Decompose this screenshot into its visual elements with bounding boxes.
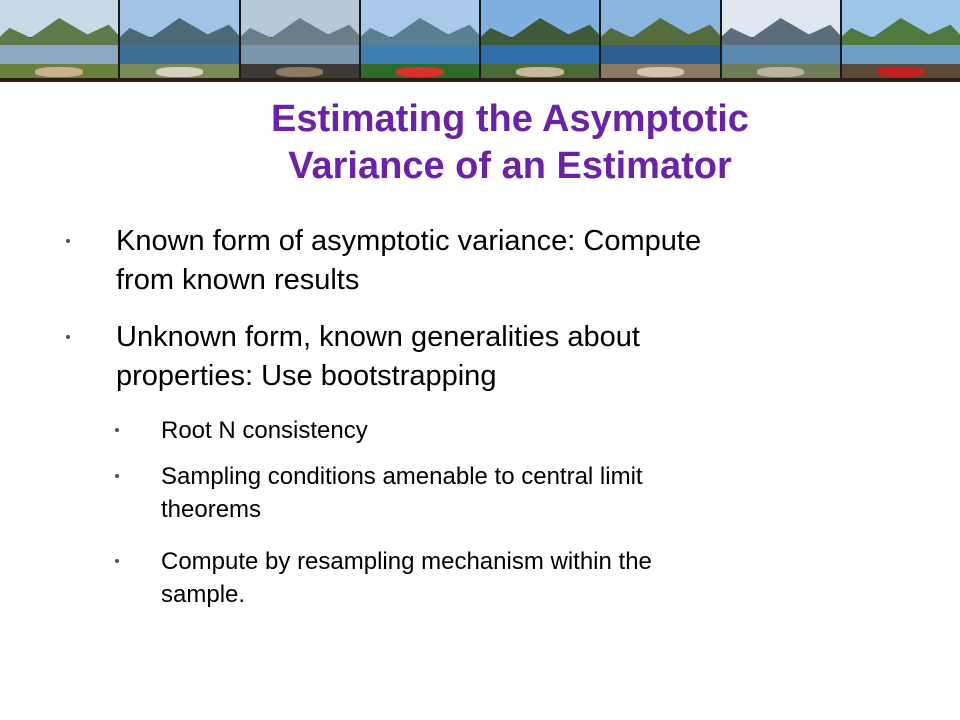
sub-bullet-text-line: Compute by resampling mechanism within the (161, 548, 652, 575)
bullet-text-line: from known results (116, 264, 360, 296)
bullet-dot-icon (66, 239, 70, 243)
bullet-dot-icon (115, 559, 119, 563)
bullet-item (66, 318, 906, 398)
slide-title-line-2: Variance of an Estimator (288, 145, 732, 187)
sub-bullet-item (115, 460, 895, 530)
bullet-item (66, 222, 906, 302)
bullet-text-line: Known form of asymptotic variance: Compute (116, 225, 702, 257)
slide-title-line-1: Estimating the Asymptotic (271, 98, 749, 140)
bullet-dot-icon (115, 428, 119, 432)
sub-bullet-text-line: theorems (161, 496, 262, 523)
bullet-dot-icon (66, 335, 70, 339)
sub-bullet-item (115, 414, 895, 450)
bullet-text-line: properties: Use bootstrapping (116, 360, 497, 392)
bullet-dot-icon (115, 474, 119, 478)
sub-bullet-item (115, 545, 895, 615)
sub-bullet-text-line: sample. (161, 581, 246, 608)
bullet-text-line: Unknown form, known generalities about (116, 321, 640, 353)
sub-bullet-text-line: Root N consistency (161, 417, 368, 444)
sub-bullet-text-line: Sampling conditions amenable to central limit (161, 463, 643, 490)
